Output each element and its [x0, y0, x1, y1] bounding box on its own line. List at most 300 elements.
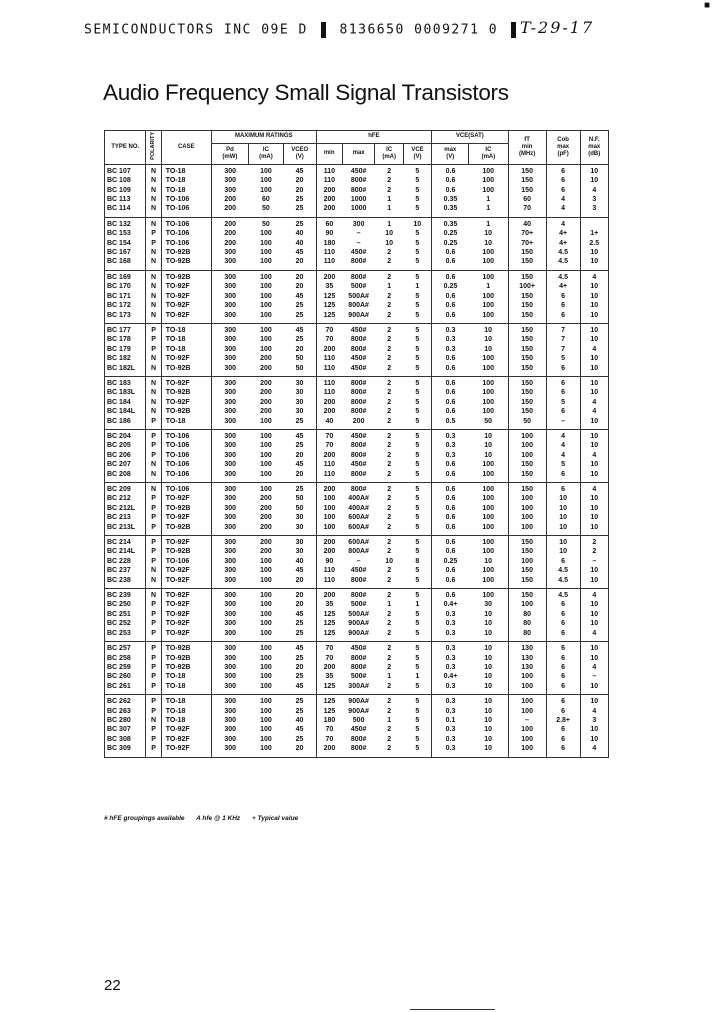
- table-cell: TO-92B: [161, 654, 211, 663]
- table-cell: 300: [211, 735, 248, 744]
- table-cell: –: [546, 417, 580, 430]
- table-cell: 800#: [350, 654, 367, 662]
- table-cell: 100: [508, 513, 546, 522]
- table-cell: TO-106: [161, 229, 211, 238]
- table-cell: 10: [580, 257, 608, 270]
- table-cell: 180: [316, 239, 342, 248]
- table-cell: P: [146, 429, 161, 441]
- table-cell: 4+: [546, 282, 580, 291]
- table-cell: 6: [546, 682, 580, 695]
- table-cell: 300: [211, 451, 248, 460]
- table-cell: 1: [387, 205, 392, 213]
- table-cell: BC 213: [107, 514, 131, 522]
- table-cell: 800#: [350, 486, 367, 493]
- table-cell: 25: [295, 196, 304, 204]
- table-cell: 10: [580, 292, 608, 301]
- table-cell: 2: [387, 355, 392, 363]
- table-cell: 100: [260, 576, 272, 584]
- col-vcesat-ic-label: IC: [485, 146, 492, 153]
- table-cell: 100: [260, 663, 272, 671]
- table-cell: BC 261: [107, 682, 131, 690]
- table-cell: 80: [508, 629, 546, 642]
- table-row: [105, 557, 609, 566]
- table-cell: 450#: [350, 461, 367, 469]
- table-cell: 800#: [350, 258, 367, 266]
- table-cell: 100: [482, 504, 494, 512]
- table-cell: P: [146, 417, 161, 430]
- table-cell: 1: [387, 673, 392, 681]
- table-cell: 2: [387, 592, 392, 600]
- table-cell: 0.3: [432, 642, 469, 654]
- table-cell: 800#: [350, 451, 367, 459]
- table-cell: 10: [546, 513, 580, 522]
- table-cell: 100: [260, 673, 272, 681]
- table-cell: 300: [211, 716, 248, 725]
- table-cell: 100: [482, 461, 494, 469]
- table-cell: 300: [211, 589, 248, 601]
- table-cell: 100: [482, 177, 494, 185]
- table-cell: 35: [316, 672, 342, 681]
- table-cell: BC 209: [107, 486, 131, 493]
- table-cell: BC 178: [107, 336, 131, 344]
- table-cell: BC 308: [107, 735, 131, 743]
- table-cell: 450#: [350, 326, 367, 334]
- table-cell: 200: [316, 589, 342, 601]
- table-cell: 70+: [508, 229, 546, 238]
- table-cell: 800#: [350, 379, 367, 387]
- table-cell: BC 206: [107, 451, 131, 459]
- table-cell: 10: [580, 470, 608, 483]
- table-cell: 100: [482, 523, 494, 531]
- table-cell: –: [580, 557, 608, 566]
- table-cell: 800#: [350, 186, 367, 194]
- col-ft-label: fT: [524, 136, 530, 143]
- table-cell: 45: [295, 432, 304, 440]
- table-cell: 2: [387, 682, 392, 690]
- table-cell: BC 179: [107, 345, 131, 353]
- table-cell: 2: [387, 186, 392, 194]
- table-cell: BC 260: [107, 673, 131, 681]
- table-cell: 10: [580, 376, 608, 388]
- table-row: [105, 744, 609, 757]
- table-cell: 5: [415, 523, 420, 531]
- table-cell: 100: [482, 567, 494, 575]
- table-cell: P: [146, 600, 161, 609]
- table-row: [105, 186, 609, 195]
- table-cell: 2: [387, 311, 392, 319]
- col-ft-min: min: [521, 143, 533, 150]
- table-cell: 100: [482, 495, 494, 503]
- table-cell: 450#: [350, 355, 367, 363]
- table-cell: 100: [508, 735, 546, 744]
- table-row: [105, 494, 609, 503]
- table-cell: 2: [387, 345, 392, 353]
- table-cell: 0.25: [432, 282, 469, 291]
- table-cell: 200: [260, 514, 272, 522]
- table-cell: TO-92B: [161, 663, 211, 672]
- table-cell: 300: [211, 270, 248, 282]
- table-cell: 5: [415, 230, 420, 238]
- col-ic-unit: (mA): [259, 153, 273, 160]
- table-cell: TO-18: [161, 335, 211, 344]
- table-cell: 800#: [350, 576, 367, 584]
- table-cell: 100: [508, 451, 546, 460]
- table-row: [105, 460, 609, 469]
- table-cell: 5: [415, 620, 420, 628]
- table-cell: BC 259: [107, 663, 131, 671]
- table-cell: 6: [546, 557, 580, 566]
- table-cell: 30: [295, 379, 304, 387]
- table-cell: 0.6: [432, 388, 469, 397]
- table-cell: 10: [484, 629, 493, 637]
- table-cell: TO-106: [161, 557, 211, 566]
- table-cell: TO-92F: [161, 744, 211, 757]
- table-cell: 2: [387, 504, 392, 512]
- table-cell: 20: [295, 451, 304, 459]
- table-cell: 130: [508, 642, 546, 654]
- table-cell: 20: [295, 345, 304, 353]
- table-cell: 4: [580, 270, 608, 282]
- table-cell: TO-92F: [161, 513, 211, 522]
- table-cell: 150: [508, 186, 546, 195]
- table-cell: 300: [211, 536, 248, 548]
- table-cell: 0.3: [432, 323, 469, 335]
- table-cell: 200: [316, 270, 342, 282]
- table-cell: 10: [546, 547, 580, 556]
- table-row: [105, 654, 609, 663]
- table-cell: 10: [580, 364, 608, 377]
- table-cell: TO-92B: [161, 523, 211, 536]
- table-cell: BC 213L: [107, 523, 136, 531]
- table-cell: 2: [387, 495, 392, 503]
- table-cell: 150: [508, 536, 546, 548]
- table-cell: 10: [484, 716, 493, 724]
- table-cell: 1: [387, 283, 392, 291]
- table-cell: 150: [508, 164, 546, 176]
- table-cell: 100: [482, 548, 494, 556]
- table-row: [105, 642, 609, 654]
- table-cell: 5: [415, 408, 420, 416]
- table-cell: 200: [260, 355, 272, 363]
- table-cell: 100: [482, 364, 494, 372]
- table-cell: 100: [508, 682, 546, 695]
- table-cell: 10: [413, 220, 422, 228]
- table-cell: 10: [580, 248, 608, 257]
- table-cell: 5: [415, 249, 420, 257]
- table-cell: 300: [211, 642, 248, 654]
- table-cell: 5: [415, 470, 420, 478]
- table-cell: 100: [508, 707, 546, 716]
- table-cell: 200: [211, 229, 248, 238]
- table-cell: 2: [387, 336, 392, 344]
- table-cell: 500#: [350, 283, 367, 291]
- table-cell: 300: [211, 388, 248, 397]
- table-cell: 300: [211, 311, 248, 324]
- table-row: [105, 576, 609, 589]
- table-cell: 150: [508, 248, 546, 257]
- table-row: [105, 429, 609, 441]
- table-cell: 800#: [350, 177, 367, 185]
- table-cell: 60: [316, 217, 342, 229]
- table-cell: 300: [211, 547, 248, 556]
- table-cell: 5: [415, 442, 420, 450]
- table-cell: 300: [211, 376, 248, 388]
- table-cell: 6: [546, 364, 580, 377]
- table-row: [105, 523, 609, 536]
- table-cell: 100: [482, 486, 494, 493]
- table-cell: 100: [260, 461, 272, 469]
- table-cell: P: [146, 345, 161, 354]
- table-cell: 125: [316, 695, 342, 707]
- table-cell: BC 184L: [107, 408, 136, 416]
- table-cell: –: [356, 557, 361, 565]
- table-cell: 600A#: [348, 523, 369, 531]
- table-cell: P: [146, 725, 161, 734]
- table-cell: TO-92F: [161, 619, 211, 628]
- table-cell: P: [146, 682, 161, 695]
- table-cell: 6: [546, 164, 580, 176]
- table-cell: 0.5: [432, 417, 469, 430]
- table-cell: 100: [482, 302, 494, 310]
- table-cell: 100: [316, 513, 342, 522]
- table-cell: 100: [260, 432, 272, 440]
- table-cell: 70: [316, 735, 342, 744]
- table-cell: 110: [316, 354, 342, 363]
- table-cell: 5: [546, 398, 580, 407]
- table-cell: 5: [415, 495, 420, 503]
- col-cob: [546, 131, 580, 165]
- table-cell: 2: [387, 620, 392, 628]
- table-cell: 5: [415, 629, 420, 637]
- table-cell: 45: [295, 682, 304, 690]
- table-cell: 0.6: [432, 547, 469, 556]
- table-row: [105, 600, 609, 609]
- table-cell: TO-92F: [161, 589, 211, 601]
- table-cell: 200: [260, 408, 272, 416]
- table-cell: 6: [546, 311, 580, 324]
- table-cell: 30: [295, 523, 304, 531]
- table-cell: 2: [387, 698, 392, 706]
- table-cell: 0.6: [432, 257, 469, 270]
- table-cell: 6: [546, 610, 580, 619]
- table-cell: 7: [546, 323, 580, 335]
- table-cell: 300: [211, 164, 248, 176]
- table-cell: 100: [260, 451, 272, 459]
- table-cell: 5: [415, 698, 420, 706]
- table-row: [105, 610, 609, 619]
- table-row: [105, 735, 609, 744]
- table-cell: 6: [546, 619, 580, 628]
- table-cell: 10: [546, 523, 580, 536]
- table-cell: 2: [387, 523, 392, 531]
- table-cell: 100: [260, 345, 272, 353]
- table-cell: 6: [546, 483, 580, 495]
- table-cell: 100: [508, 725, 546, 734]
- table-cell: 0.3: [432, 707, 469, 716]
- table-cell: 110: [316, 388, 342, 397]
- table-cell: 30: [295, 514, 304, 522]
- table-cell: P: [146, 654, 161, 663]
- table-cell: 50: [262, 220, 270, 228]
- table-cell: 150: [508, 301, 546, 310]
- table-cell: 800#: [350, 745, 367, 753]
- table-row: [105, 716, 609, 725]
- col-ic-label: IC: [262, 146, 269, 153]
- table-cell: TO-18: [161, 323, 211, 335]
- table-cell: P: [146, 557, 161, 566]
- table-cell: 100: [260, 620, 272, 628]
- row-group: [105, 376, 609, 429]
- table-cell: P: [146, 536, 161, 548]
- table-cell: 45: [295, 567, 304, 575]
- table-cell: 300: [211, 429, 248, 441]
- table-cell: BC 253: [107, 629, 131, 637]
- footnote-hfe: A hfe @ 1 KHz: [196, 815, 241, 822]
- table-cell: TO-92F: [161, 398, 211, 407]
- table-cell: 100: [260, 167, 272, 175]
- table-cell: 2: [387, 470, 392, 478]
- table-cell: 130: [508, 663, 546, 672]
- table-cell: 150: [508, 354, 546, 363]
- table-cell: 2: [387, 645, 392, 653]
- table-cell: 100+: [508, 282, 546, 291]
- handwritten-code: T-29-17: [520, 18, 595, 37]
- table-cell: 0.6: [432, 186, 469, 195]
- col-cob-label: Cob: [557, 136, 569, 143]
- table-cell: 100: [482, 167, 494, 175]
- row-group: [105, 217, 609, 270]
- table-cell: P: [146, 504, 161, 513]
- table-cell: 10: [580, 323, 608, 335]
- table-row: [105, 695, 609, 707]
- table-cell: P: [146, 663, 161, 672]
- table-cell: 300: [211, 460, 248, 469]
- table-cell: 5: [415, 177, 420, 185]
- table-cell: 125: [316, 610, 342, 619]
- table-cell: 50: [295, 364, 304, 372]
- transistor-table: [104, 130, 609, 758]
- table-cell: 0.3: [432, 335, 469, 344]
- table-cell: 100: [508, 429, 546, 441]
- table-cell: 100: [260, 177, 272, 185]
- table-cell: 5: [415, 432, 420, 440]
- table-cell: 5: [546, 460, 580, 469]
- table-cell: 0.6: [432, 176, 469, 185]
- col-vcesat-max: [432, 143, 469, 164]
- table-cell: 4: [580, 663, 608, 672]
- table-cell: TO-18: [161, 345, 211, 354]
- col-vcesat-ic-unit: (mA): [481, 153, 496, 160]
- table-cell: 40: [295, 716, 304, 724]
- table-cell: 0.6: [432, 494, 469, 503]
- table-cell: 2: [387, 326, 392, 334]
- table-cell: 20: [295, 592, 304, 600]
- table-cell: BC 237: [107, 567, 131, 575]
- table-cell: 100: [260, 302, 272, 310]
- footnotes: [104, 815, 308, 822]
- table-cell: 10: [484, 673, 493, 681]
- table-cell: P: [146, 239, 161, 248]
- col-hfe-ic-unit: (mA): [382, 153, 396, 160]
- col-vceo-label: VCEO: [291, 146, 309, 153]
- table-cell: N: [146, 301, 161, 310]
- table-cell: 5: [415, 663, 420, 671]
- table-cell: 4: [580, 483, 608, 495]
- table-cell: TO-92B: [161, 504, 211, 513]
- table-cell: 100: [508, 441, 546, 450]
- table-cell: 200: [260, 379, 272, 387]
- table-cell: 6: [546, 707, 580, 716]
- table-cell: 0.6: [432, 504, 469, 513]
- table-cell: 2.8+: [546, 716, 580, 725]
- table-cell: TO-92F: [161, 282, 211, 291]
- table-cell: 0.6: [432, 248, 469, 257]
- table-cell: P: [146, 610, 161, 619]
- table-row: [105, 407, 609, 416]
- table-cell: 10: [580, 335, 608, 344]
- table-cell: 450#: [350, 645, 367, 653]
- table-cell: BC 207: [107, 461, 131, 469]
- table-row: [105, 164, 609, 176]
- table-cell: 10: [580, 282, 608, 291]
- table-cell: 125: [316, 301, 342, 310]
- table-cell: 10: [580, 642, 608, 654]
- table-cell: TO-92B: [161, 407, 211, 416]
- table-cell: 5: [415, 336, 420, 344]
- table-cell: TO-92F: [161, 566, 211, 575]
- table-cell: 0.3: [432, 654, 469, 663]
- table-cell: 10: [580, 388, 608, 397]
- table-row: [105, 364, 609, 377]
- page-number: 22: [104, 977, 121, 994]
- table-cell: 2: [387, 389, 392, 397]
- table-cell: 300: [211, 323, 248, 335]
- table-cell: N: [146, 354, 161, 363]
- table-cell: 100: [508, 600, 546, 609]
- table-cell: 200: [316, 345, 342, 354]
- table-cell: 25: [295, 220, 304, 228]
- table-cell: 6: [546, 744, 580, 757]
- col-cob-unit: (pF): [557, 150, 569, 157]
- col-case: CASE: [161, 131, 211, 165]
- table-cell: 10: [580, 735, 608, 744]
- col-nf-max: max: [588, 143, 601, 150]
- table-cell: TO-92F: [161, 725, 211, 734]
- table-cell: 20: [295, 576, 304, 584]
- table-cell: 200: [316, 663, 342, 672]
- row-group: [105, 164, 609, 217]
- table-cell: BC 184: [107, 398, 131, 406]
- table-cell: 4+: [546, 239, 580, 248]
- table-cell: 0.3: [432, 429, 469, 441]
- table-cell: 150: [508, 470, 546, 483]
- table-cell: 300: [211, 672, 248, 681]
- table-cell: 110: [316, 364, 342, 377]
- table-cell: 4: [580, 589, 608, 601]
- table-cell: 100: [482, 592, 494, 600]
- table-cell: TO-92F: [161, 735, 211, 744]
- table-cell: 1: [387, 601, 392, 609]
- table-cell: 5: [415, 726, 420, 734]
- table-cell: N: [146, 460, 161, 469]
- table-cell: 200: [211, 217, 248, 229]
- table-cell: 100: [482, 470, 494, 478]
- table-cell: 10: [580, 600, 608, 609]
- table-cell: P: [146, 672, 161, 681]
- table-cell: 300: [211, 407, 248, 416]
- table-cell: 800#: [350, 408, 367, 416]
- table-cell: TO-92F: [161, 301, 211, 310]
